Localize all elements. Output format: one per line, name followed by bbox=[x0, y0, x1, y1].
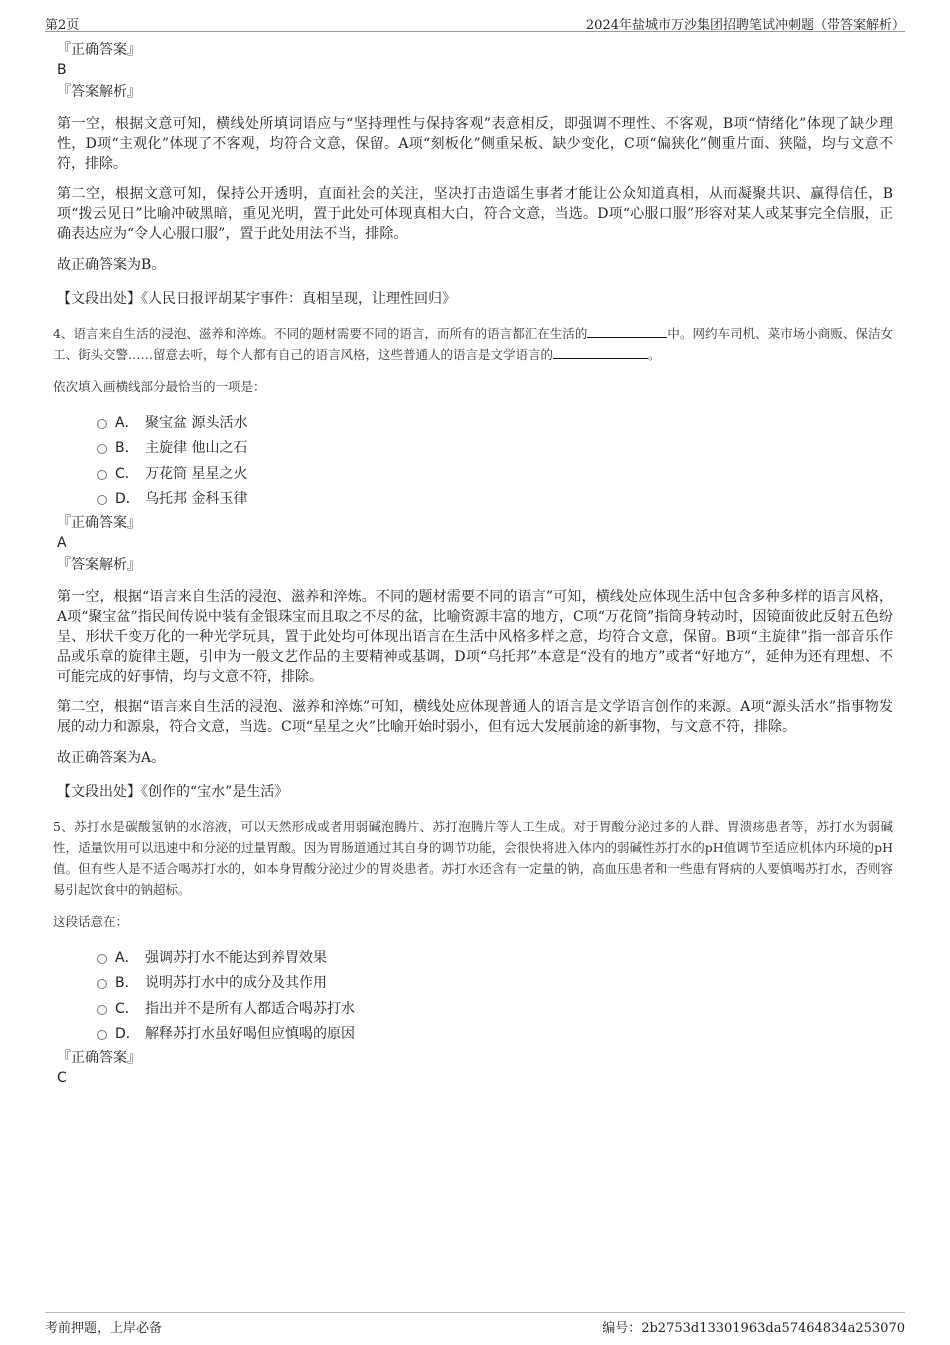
radio-icon[interactable] bbox=[97, 954, 107, 964]
q4-blank-2 bbox=[553, 345, 648, 359]
correct-answer-label: 『正确答案』 bbox=[57, 515, 141, 531]
q4-prompt: 依次填入画横线部分最恰当的一项是： bbox=[53, 379, 266, 394]
q4-source: 【文段出处】《创作的“宝水”是生活》 bbox=[57, 784, 289, 800]
q4-analysis-paragraph-2: 第二空，根据“语言来自生活的浸泡、滋养和淬炼”可知，横线处应体现普通人的语言是文学语言创作的来源。A项“源头活水”指事物发展的动力和源泉，符合文意，当选。C项“星星之火”比喻开始时弱小，但有远大发展前途的新事物，与文意不符，排除。 bbox=[57, 699, 893, 735]
q5-answer: C bbox=[57, 1070, 67, 1086]
q4-text-part-2: 中。网约车司机、菜市场小商贩、保洁女工、街头交警……留意去听，每个人都有自己的语言风格，这些普通人的语言是文学语言的 bbox=[53, 326, 893, 362]
q4-option-c[interactable]: C． 万花筒 星星之火 bbox=[97, 460, 893, 486]
q4-analysis-paragraph-1: 第一空，根据“语言来自生活的浸泡、滋养和淬炼。不同的题材需要不同的语言”可知，横线处应体现生活中包含多种多样的语言风格，A项“聚宝盆”指民间传说中装有金银珠宝而且取之不尽的盆，比喻资源丰富的地方，C项“万花筒”指筒身转动时，因镜面彼此反射五色纷呈、形状千变万化的一种光学玩具，置于此处均可体现出语言在生活中风格多样之意，均符合文意，保留。B项“主旋律”指一部音乐作品或乐章的旋律主题，引申为一般文艺作品的主要精神或基调，D项“乌托邦”本意是“没有的地方”或者“好地方”，延伸为还有理想、不可能完成的好事情，均与文意不符，排除。 bbox=[57, 589, 893, 685]
radio-icon[interactable] bbox=[97, 444, 107, 454]
correct-answer-label: 『正确答案』 bbox=[57, 42, 141, 58]
page-number: 第2页 bbox=[45, 18, 80, 33]
q4-text-part-1: 4、语言来自生活的浸泡、滋养和淬炼。不同的题材需要不同的语言，而所有的语言都汇在生活的 bbox=[53, 326, 588, 341]
q4-answer: A bbox=[57, 535, 67, 551]
radio-icon[interactable] bbox=[97, 495, 107, 505]
radio-icon[interactable] bbox=[97, 979, 107, 989]
footer-slogan: 考前押题，上岸必备 bbox=[45, 1321, 163, 1336]
q5-option-d[interactable]: D． 解释苏打水虽好喝但应慎喝的原因 bbox=[97, 1021, 893, 1047]
q4-option-a[interactable]: A． 聚宝盆 源头活水 bbox=[97, 409, 893, 435]
q4-options bbox=[97, 409, 893, 511]
correct-answer-label: 『正确答案』 bbox=[57, 1050, 141, 1066]
q3-conclusion: 故正确答案为B。 bbox=[57, 257, 166, 273]
q4-question-text bbox=[53, 323, 893, 365]
radio-icon[interactable] bbox=[97, 1030, 107, 1040]
page-header bbox=[45, 10, 905, 32]
page-footer bbox=[45, 1312, 905, 1334]
q5-option-c[interactable]: C． 指出并不是所有人都适合喝苏打水 bbox=[97, 995, 893, 1021]
q4-conclusion: 故正确答案为A。 bbox=[57, 750, 166, 766]
q5-option-a[interactable]: A． 强调苏打水不能达到养胃效果 bbox=[97, 944, 893, 970]
radio-icon[interactable] bbox=[97, 470, 107, 480]
analysis-label: 『答案解析』 bbox=[57, 557, 141, 573]
q3-analysis-paragraph-1: 第一空，根据文意可知，横线处所填词语应与“坚持理性与保持客观”表意相反，即强调不理性、不客观，B项“情绪化”体现了缺少理性，D项“主观化”体现了不客观，均符合文意，保留。A项“刻板化”侧重呆板、缺少变化，C项“偏狭化”侧重片面、狭隘，均与文意不符，排除。 bbox=[57, 116, 893, 172]
q4-text-part-3: 。 bbox=[648, 347, 661, 362]
radio-icon[interactable] bbox=[97, 1005, 107, 1015]
radio-icon[interactable] bbox=[97, 419, 107, 429]
q5-options bbox=[97, 944, 893, 1046]
q4-option-d[interactable]: D． 乌托邦 金科玉律 bbox=[97, 486, 893, 512]
document-id: 编号：2b2753d13301963da57464834a253070 bbox=[602, 1321, 905, 1336]
q5-question-text: 5、苏打水是碳酸氢钠的水溶液，可以天然形成或者用弱碱泡腾片、苏打泡腾片等人工生成。对于胃酸分泌过多的人群、胃溃疡患者等，苏打水为弱碱性，适量饮用可以迅速中和分泌的过量胃酸。因为胃肠道通过其自身的调节功能，会很快将进入体内的弱碱性苏打水的pH值调节至适应机体内环境的pH值。但有些人是不适合喝苏打水的，如本身胃酸分泌过少的胃炎患者。苏打水还含有一定量的钠，高血压患者和一些患有肾病的人要慎喝苏打水，否则容易引起饮食中的钠超标。 bbox=[53, 819, 893, 897]
q3-analysis-paragraph-2: 第二空，根据文意可知，保持公开透明，直面社会的关注，坚决打击造谣生事者才能让公众知道真相，从而凝聚共识、赢得信任，B项“拨云见日”比喻冲破黑暗，重见光明，置于此处可体现真相大白，符合文意，当选。D项“心服口服”形容对某人或某事完全信服，正确表达应为“令人心服口服”，置于此处用法不当，排除。 bbox=[57, 186, 893, 242]
q3-source: 【文段出处】《人民日报评胡某宇事件：真相呈现，让理性回归》 bbox=[57, 291, 456, 307]
q3-answer: B bbox=[57, 62, 67, 78]
q5-option-b[interactable]: B． 说明苏打水中的成分及其作用 bbox=[97, 970, 893, 996]
document-title: 2024年盐城市万沙集团招聘笔试冲刺题（带答案解析） bbox=[585, 18, 905, 33]
q4-blank-1 bbox=[587, 324, 667, 338]
q5-prompt: 这段话意在： bbox=[53, 914, 129, 929]
q4-option-b[interactable]: B． 主旋律 他山之石 bbox=[97, 435, 893, 461]
analysis-label: 『答案解析』 bbox=[57, 84, 141, 100]
page-content bbox=[53, 40, 893, 1088]
